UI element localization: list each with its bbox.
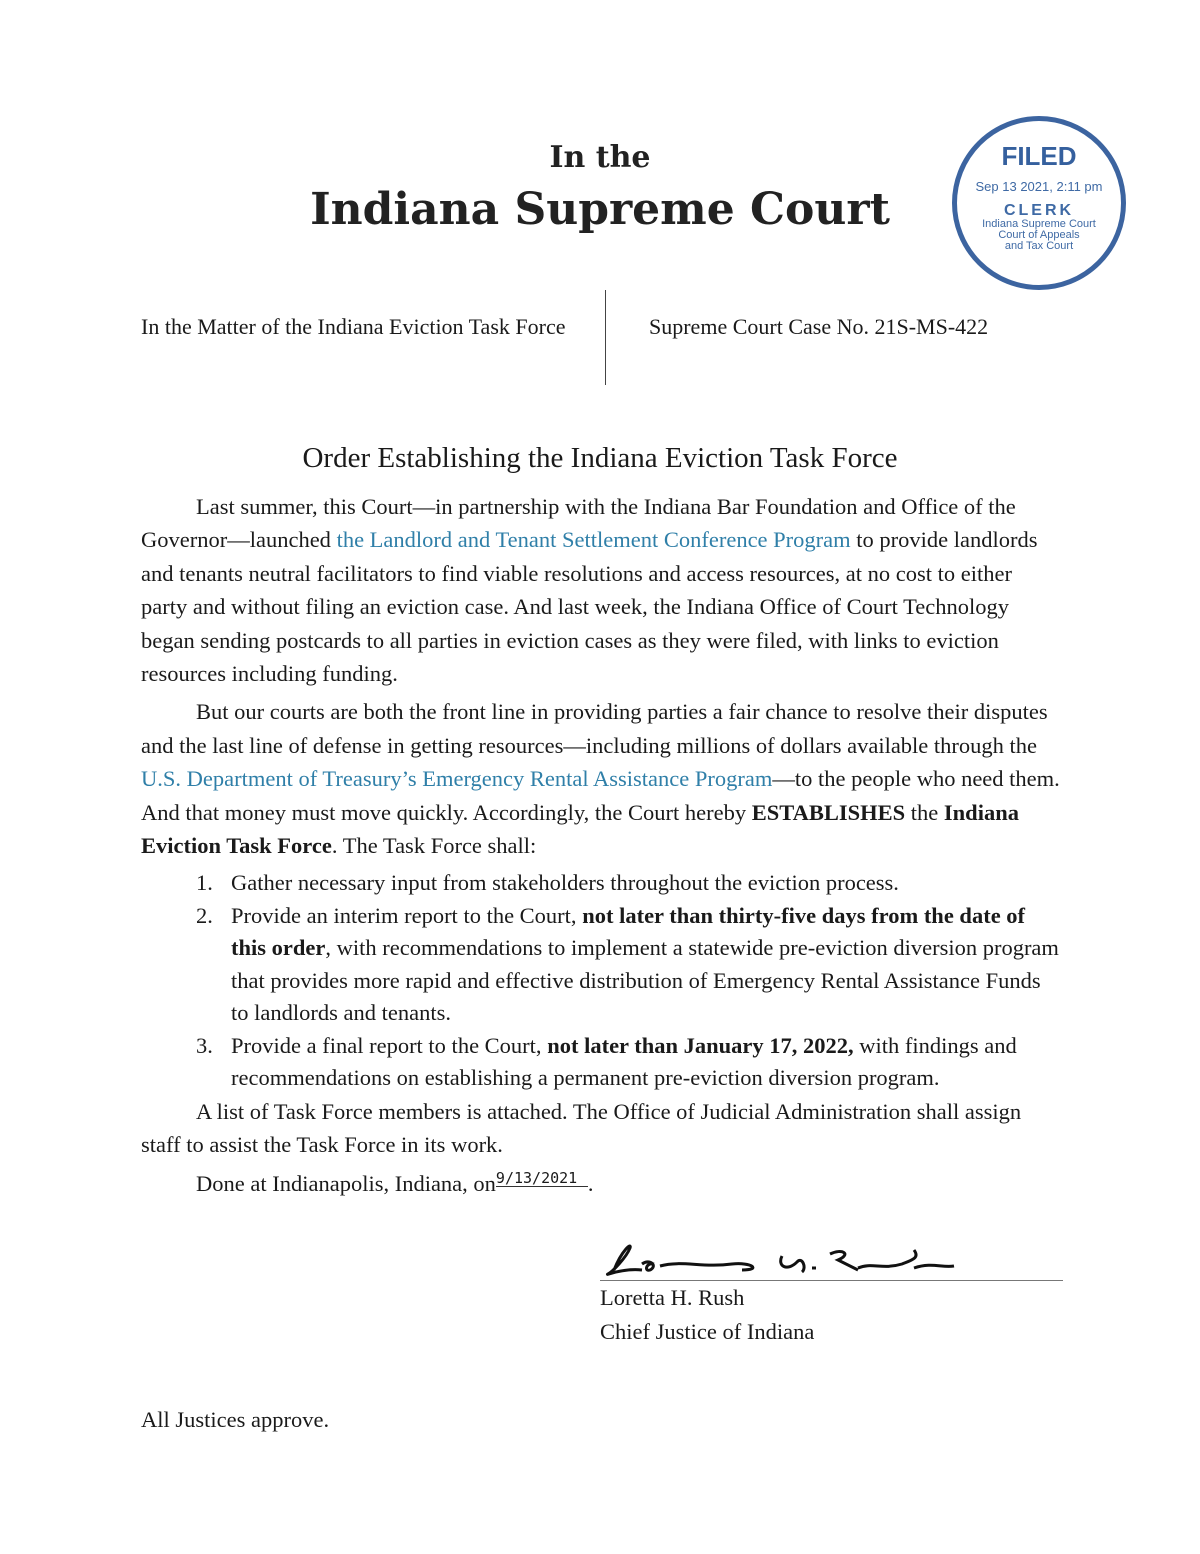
order-title: Order Establishing the Indiana Eviction Task Force — [302, 442, 898, 474]
paragraph-4 — [141, 1167, 1063, 1200]
header-line1: In the — [549, 140, 651, 175]
stamp-datetime: Sep 13 2021, 2:11 pm — [975, 179, 1103, 194]
filed-stamp — [952, 116, 1126, 290]
signer-name: Loretta H. Rush — [600, 1285, 745, 1311]
text: Done at Indianapolis, Indiana, on — [196, 1170, 496, 1196]
text: But our courts are both the front line in providing parties a fair chance to resolve their disputes and the last line of defense in getting resources—including millions of dollars available through the — [141, 699, 1048, 758]
case-matter: In the Matter of the Indiana Eviction Task Force — [141, 314, 566, 339]
stamp-clerk: CLERK — [1003, 202, 1075, 219]
order-body — [141, 490, 1063, 1436]
text: —to the people who need them. And that money must move quickly. Accordingly, the Court hereby — [141, 766, 1060, 825]
stamp-filed: FILED — [1001, 141, 1077, 171]
text: , with recommendations to implement a statewide pre-eviction diversion program that provides more rapid and effective distribution of Emergency Rental Assistance Funds to landlords and tenants. — [231, 935, 1059, 1026]
text: Last summer, this Court—in partnership with the Indiana Bar Foundation and Office of the Governor—launched — [141, 494, 1016, 553]
list-number: 1. — [196, 870, 213, 896]
text: with findings and recommendations on establishing a permanent pre-eviction diversion program. — [231, 1032, 1017, 1091]
text: to provide landlords and tenants neutral facilitators to find viable resolutions and access resources, at no cost to either party and without filing an eviction case. And last week, the Indiana Office of Court Technology began sending postcards to all parties in eviction cases as they were filed, with links to eviction resources including funding. — [141, 527, 1038, 687]
text: Gather necessary input from stakeholders throughout the eviction process. — [231, 870, 899, 896]
court-name-header: Indiana Supreme Court — [310, 184, 890, 235]
signer-title: Chief Justice of Indiana — [600, 1318, 815, 1344]
bold-text: ESTABLISHES — [751, 799, 906, 825]
paragraph-3: A list of Task Force members is attached. The Office of Judicial Administration shall assign staff to assist the Task Force in its work. — [141, 1098, 1022, 1158]
paragraph-1 — [141, 490, 1063, 690]
list-item — [196, 900, 1063, 1030]
bold-text: not later than thirty-five days from the date of this order — [231, 902, 1026, 961]
bold-text: not later than January 17, 2022, — [547, 1032, 854, 1058]
approval-note: All Justices approve. — [141, 1407, 330, 1432]
rental-assistance-link[interactable]: U.S. Department of Treasury’s Emergency Rental Assistance Program — [141, 766, 773, 792]
text: . The Task Force shall: — [331, 833, 537, 859]
text: the — [905, 799, 944, 825]
signature-block — [600, 1240, 1063, 1348]
paragraph-2 — [141, 695, 1063, 862]
stamp-line: Indiana Supreme Court — [982, 218, 1096, 230]
text: . — [587, 1170, 594, 1196]
bold-text: Indiana Eviction Task Force — [141, 799, 1019, 859]
list-item — [196, 867, 1063, 900]
list-number: 2. — [196, 902, 213, 928]
stamp-line: Court of Appeals — [998, 229, 1080, 241]
settlement-program-link[interactable]: the Landlord and Tenant Settlement Conference Program — [336, 527, 851, 553]
list-item — [196, 1030, 1063, 1095]
signed-date: 9/13/2021 — [496, 1170, 588, 1187]
signature-image — [602, 1240, 962, 1280]
text: Provide a final report to the Court, — [231, 1032, 548, 1058]
list-number: 3. — [196, 1032, 213, 1058]
case-number: Supreme Court Case No. 21S-MS-422 — [649, 314, 989, 339]
caption-divider — [605, 290, 606, 385]
task-list — [196, 867, 1063, 1095]
text: Provide an interim report to the Court, — [231, 902, 583, 928]
stamp-line: and Tax Court — [1004, 240, 1074, 252]
